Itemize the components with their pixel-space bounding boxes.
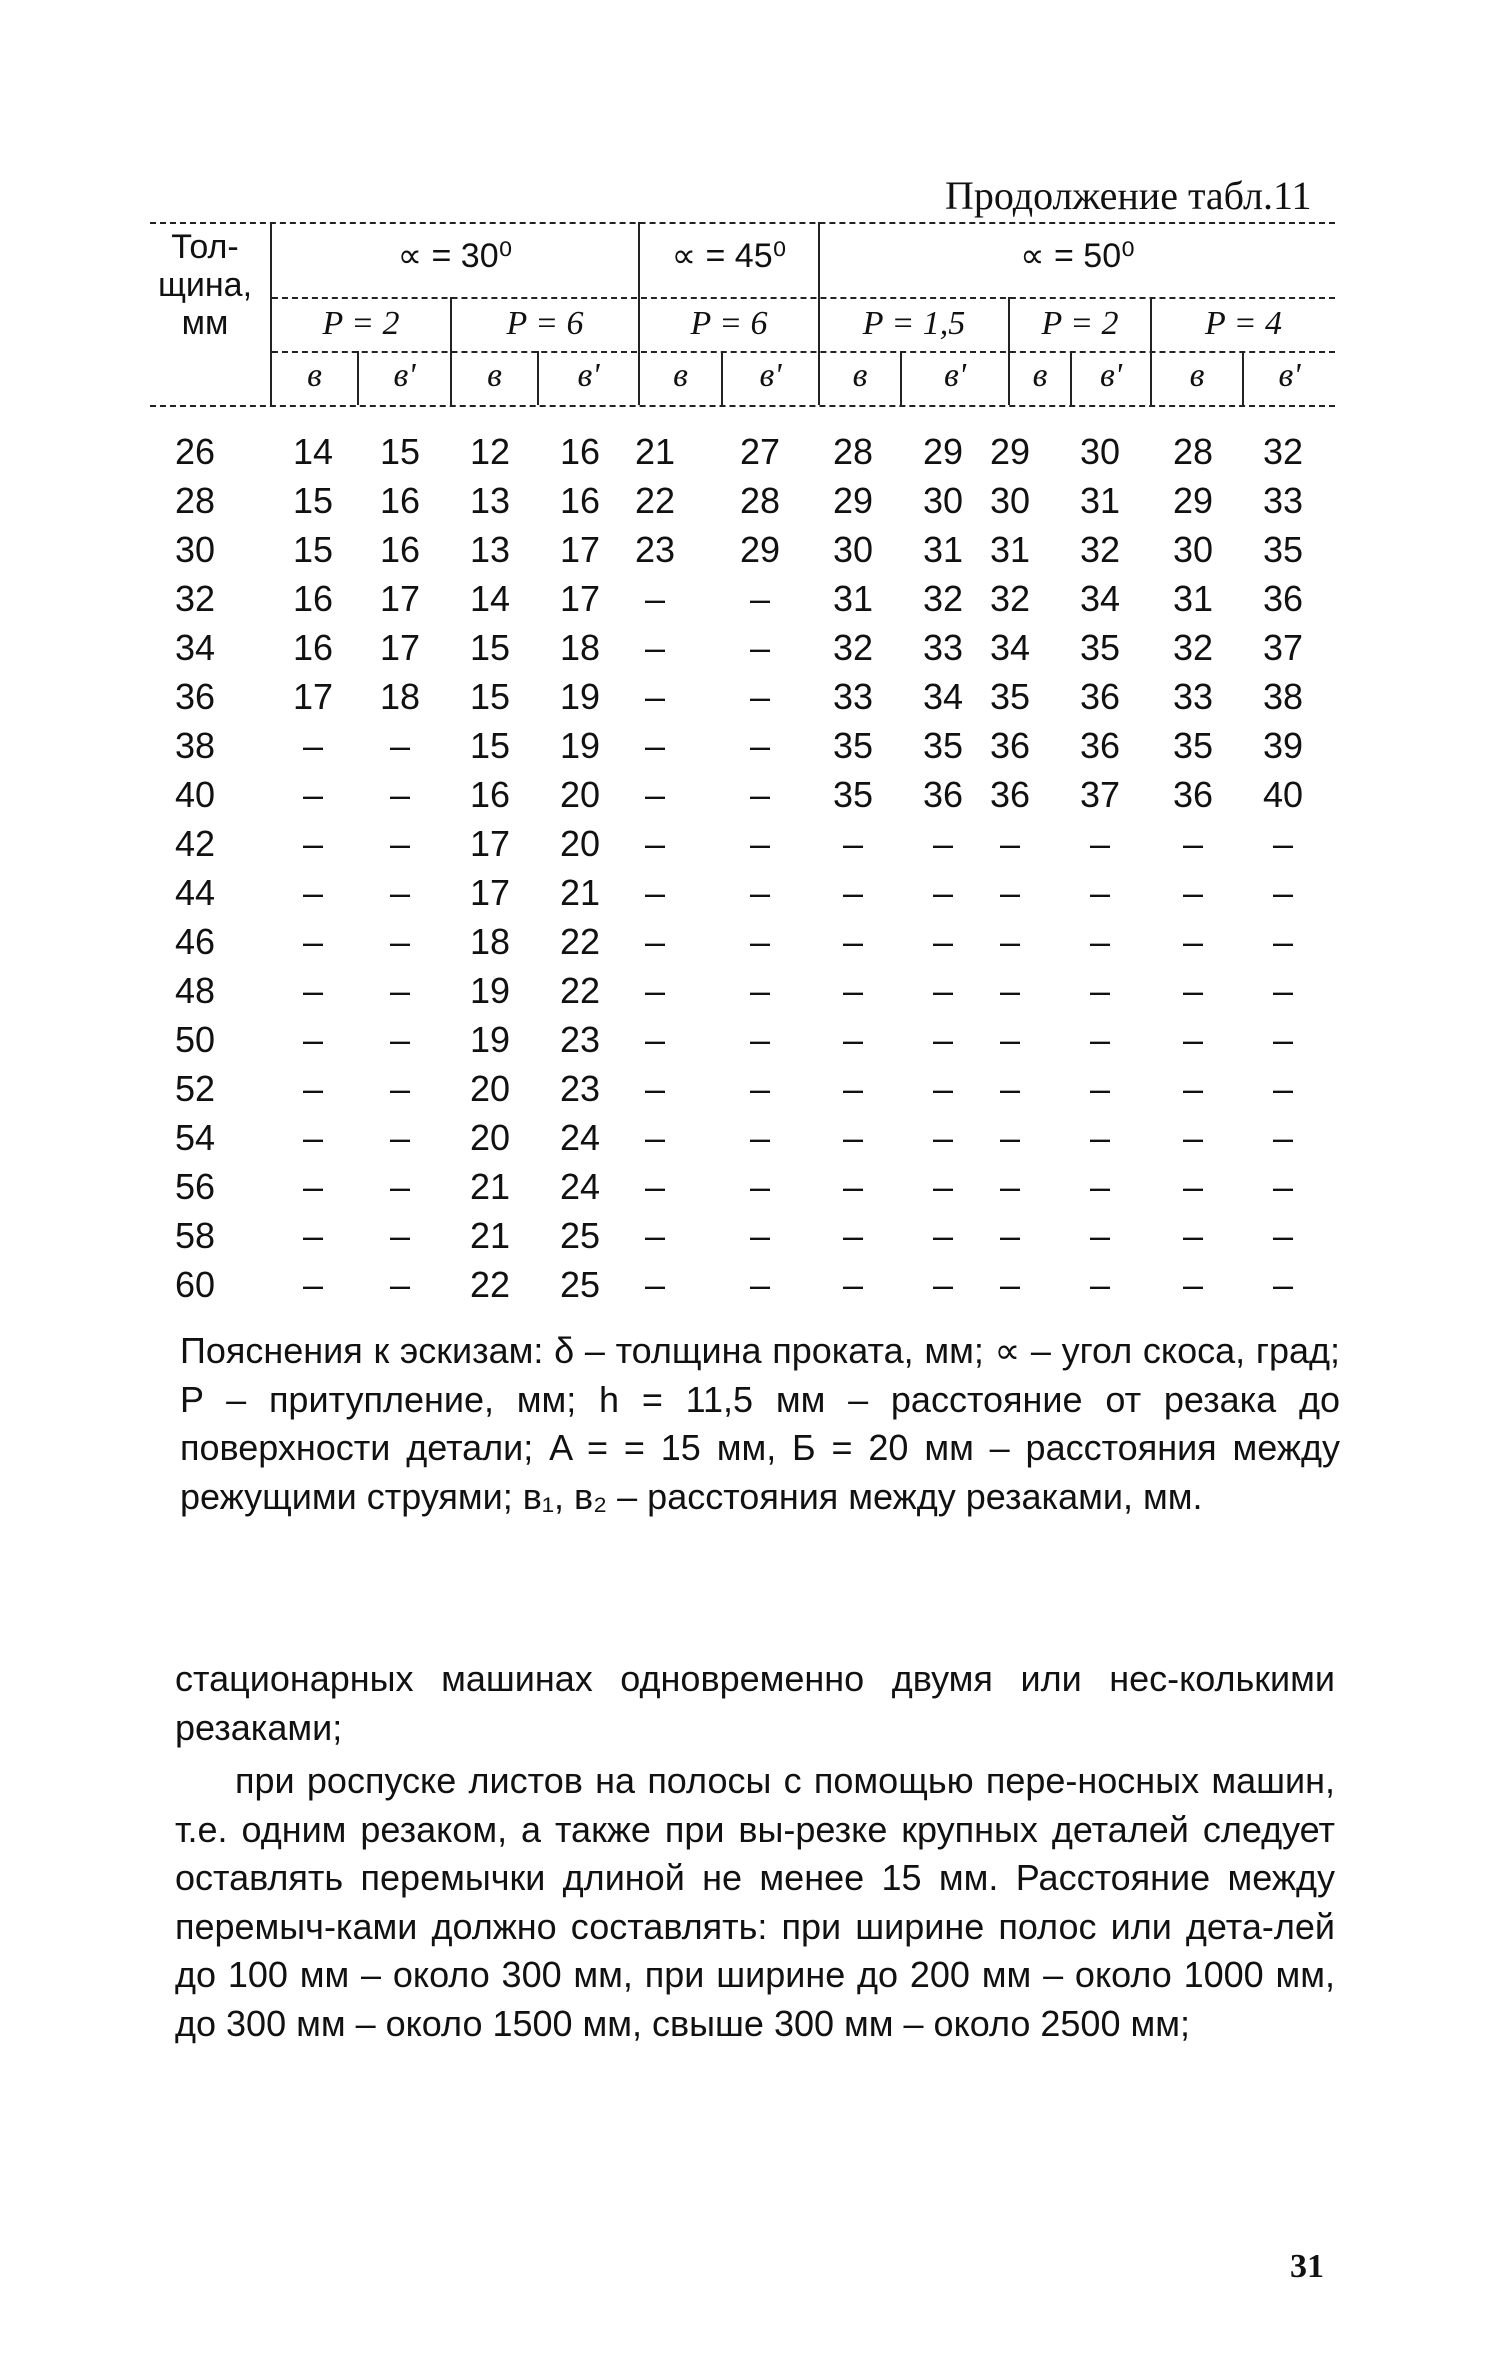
value-cell: – (1182, 970, 1204, 1011)
value-cell: – (932, 1215, 954, 1256)
value-cell: 18 (379, 676, 421, 717)
value-cell: 16 (559, 480, 601, 521)
value-cell: – (999, 1019, 1021, 1060)
value-cell: 16 (469, 774, 511, 815)
thickness-cell: 28 (174, 480, 216, 521)
value-cell: – (644, 872, 666, 913)
value-cell: 29 (989, 431, 1031, 472)
value-cell: – (932, 970, 954, 1011)
thickness-cell: 26 (174, 431, 216, 472)
value-cell: – (1089, 823, 1111, 864)
value-cell: – (302, 1019, 324, 1060)
value-cell: – (749, 1166, 771, 1207)
p-header: P = 6 (690, 305, 768, 342)
thickness-cell: 48 (174, 970, 216, 1011)
value-cell: – (644, 676, 666, 717)
value-cell: – (644, 1264, 666, 1305)
value-cell: – (644, 1117, 666, 1158)
value-cell: 35 (989, 676, 1031, 717)
value-cell: 32 (922, 578, 964, 619)
value-cell: 35 (922, 725, 964, 766)
value-cell: – (749, 1068, 771, 1109)
value-cell: 32 (832, 627, 874, 668)
value-cell: 21 (469, 1166, 511, 1207)
value-cell: 31 (989, 529, 1031, 570)
table-row (0, 428, 1500, 476)
value-cell: – (749, 970, 771, 1011)
value-cell: – (1182, 1215, 1204, 1256)
b-prime-subheader: в' (943, 357, 967, 394)
thickness-cell: 40 (174, 774, 216, 815)
table-row (0, 1261, 1500, 1309)
thickness-cell: 56 (174, 1166, 216, 1207)
value-cell: 32 (1262, 431, 1304, 472)
value-cell: – (1089, 872, 1111, 913)
body-paragraph: при роспуске листов на полосы с помощью пере-носных машин, т.е. одним резаком, а также при вы-резке крупных деталей следует оставлять перемычки длиной не менее 15 мм. Расстояние между перемыч-ками должно составлять: при ширине полос или дета-лей до 100 мм – около 300 мм, при ширине до 200 мм – около 1000 мм, до 300 мм – около 1500 мм, свыше 300 мм – около 2500 мм; (175, 1760, 1335, 2044)
value-cell: 22 (559, 970, 601, 1011)
value-cell: 22 (559, 921, 601, 962)
value-cell: – (302, 1166, 324, 1207)
value-cell: – (842, 872, 864, 913)
p-header: P = 2 (1041, 305, 1119, 342)
thickness-cell: 34 (174, 627, 216, 668)
value-cell: 16 (292, 627, 334, 668)
value-cell: – (389, 725, 411, 766)
table-row (0, 1163, 1500, 1211)
value-cell: 19 (469, 1019, 511, 1060)
b-subheader: в (673, 357, 688, 394)
value-cell: – (644, 970, 666, 1011)
value-cell: – (932, 872, 954, 913)
value-cell: – (389, 823, 411, 864)
table-row (0, 477, 1500, 525)
value-cell: – (842, 823, 864, 864)
value-cell: 36 (1172, 774, 1214, 815)
value-cell: – (1272, 1166, 1294, 1207)
value-cell: 31 (1079, 480, 1121, 521)
value-cell: – (1089, 1264, 1111, 1305)
table-row (0, 1016, 1500, 1064)
value-cell: 30 (832, 529, 874, 570)
p-header: P = 2 (322, 305, 400, 342)
value-cell: – (644, 1215, 666, 1256)
value-cell: 13 (469, 529, 511, 570)
value-cell: – (749, 1264, 771, 1305)
value-cell: 34 (989, 627, 1031, 668)
value-cell: 35 (1262, 529, 1304, 570)
value-cell: 21 (469, 1215, 511, 1256)
value-cell: – (644, 823, 666, 864)
value-cell: 20 (559, 823, 601, 864)
value-cell: – (999, 823, 1021, 864)
value-cell: – (302, 823, 324, 864)
value-cell: – (999, 970, 1021, 1011)
value-cell: – (842, 1215, 864, 1256)
value-cell: – (302, 872, 324, 913)
value-cell: 19 (469, 970, 511, 1011)
value-cell: – (932, 921, 954, 962)
value-cell: – (842, 970, 864, 1011)
table-row (0, 624, 1500, 672)
table-row (0, 967, 1500, 1015)
value-cell: – (302, 1068, 324, 1109)
value-cell: 20 (469, 1068, 511, 1109)
value-cell: – (1182, 1019, 1204, 1060)
value-cell: 18 (469, 921, 511, 962)
value-cell: 37 (1262, 627, 1304, 668)
table-row (0, 771, 1500, 819)
value-cell: 17 (559, 529, 601, 570)
thickness-cell: 42 (174, 823, 216, 864)
value-cell: – (999, 1166, 1021, 1207)
value-cell: 20 (559, 774, 601, 815)
value-cell: – (749, 1117, 771, 1158)
sketch-legend-note: Пояснения к эскизам: δ – толщина проката, мм; ∝ – угол скоса, град; P – притупление, мм; h = 11,5 мм – расстояние от резака до поверхности детали; A = = 15 мм, Б = 20 мм – расстояния между режущими струями; в₁, в₂ – расстояния между резаками, мм. (180, 1330, 1340, 1517)
value-cell: – (302, 1264, 324, 1305)
table-row (0, 1212, 1500, 1260)
p-header: P = 4 (1204, 305, 1283, 342)
value-cell: – (932, 1264, 954, 1305)
value-cell: 32 (1172, 627, 1214, 668)
value-cell: 15 (292, 529, 334, 570)
value-cell: 36 (1079, 725, 1121, 766)
value-cell: – (932, 1019, 954, 1060)
value-cell: 16 (379, 529, 421, 570)
value-cell: – (749, 774, 771, 815)
value-cell: 36 (922, 774, 964, 815)
table-row (0, 526, 1500, 574)
value-cell: 19 (559, 676, 601, 717)
value-cell: – (999, 872, 1021, 913)
value-cell: – (1272, 1068, 1294, 1109)
value-cell: 17 (379, 578, 421, 619)
value-cell: 12 (469, 431, 511, 472)
value-cell: 22 (634, 480, 676, 521)
b-prime-subheader: в' (393, 357, 416, 394)
value-cell: – (842, 1019, 864, 1060)
value-cell: 24 (559, 1166, 601, 1207)
value-cell: – (389, 921, 411, 962)
value-cell: – (1182, 1117, 1204, 1158)
value-cell: – (749, 872, 771, 913)
value-cell: 35 (832, 725, 874, 766)
value-cell: – (1089, 1215, 1111, 1256)
value-cell: – (999, 1068, 1021, 1109)
value-cell: – (1089, 970, 1111, 1011)
value-cell: – (644, 774, 666, 815)
table-row (0, 918, 1500, 966)
value-cell: 24 (559, 1117, 601, 1158)
alpha-30-header: ∝ = 30⁰ (397, 237, 513, 275)
thickness-cell: 60 (174, 1264, 216, 1305)
b-subheader: в (1189, 357, 1205, 394)
value-cell: – (1272, 921, 1294, 962)
value-cell: 28 (1172, 431, 1214, 472)
thickness-cell: 58 (174, 1215, 216, 1256)
table-row (0, 869, 1500, 917)
value-cell: – (644, 921, 666, 962)
value-cell: – (1272, 1264, 1294, 1305)
value-cell: – (1272, 970, 1294, 1011)
thickness-cell: 30 (174, 529, 216, 570)
value-cell: – (1089, 1166, 1111, 1207)
value-cell: 14 (292, 431, 334, 472)
value-cell: 23 (559, 1019, 601, 1060)
value-cell: 39 (1262, 725, 1304, 766)
value-cell: 36 (989, 725, 1031, 766)
value-cell: 16 (559, 431, 601, 472)
value-cell: 31 (832, 578, 874, 619)
value-cell: 32 (1079, 529, 1121, 570)
value-cell: – (644, 1166, 666, 1207)
value-cell: 29 (739, 529, 781, 570)
value-cell: 33 (1172, 676, 1214, 717)
value-cell: – (842, 1166, 864, 1207)
b-prime-subheader: в' (577, 357, 600, 394)
value-cell: 27 (739, 431, 781, 472)
alpha-45-header: ∝ = 45⁰ (671, 237, 787, 275)
value-cell: 21 (559, 872, 601, 913)
value-cell: – (1089, 921, 1111, 962)
value-cell: – (302, 970, 324, 1011)
value-cell: 37 (1079, 774, 1121, 815)
value-cell: – (932, 1117, 954, 1158)
table-row (0, 673, 1500, 721)
value-cell: 33 (1262, 480, 1304, 521)
thickness-cell: 52 (174, 1068, 216, 1109)
value-cell: – (302, 725, 324, 766)
value-cell: 15 (469, 676, 511, 717)
value-cell: 30 (922, 480, 964, 521)
value-cell: – (389, 1215, 411, 1256)
value-cell: – (1182, 1166, 1204, 1207)
value-cell: – (389, 1166, 411, 1207)
value-cell: 32 (989, 578, 1031, 619)
b-subheader: в (1032, 357, 1048, 394)
thickness-column-header: Тол- щина, мм (157, 228, 253, 342)
value-cell: – (389, 1264, 411, 1305)
value-cell: – (999, 1264, 1021, 1305)
value-cell: – (999, 1117, 1021, 1158)
body-paragraph: стационарных машинах одновременно двумя или нес-колькими резаками; (175, 1658, 1335, 1748)
value-cell: – (1272, 823, 1294, 864)
table-row (0, 820, 1500, 868)
value-cell: 15 (469, 725, 511, 766)
b-prime-subheader: в' (1099, 357, 1123, 394)
value-cell: – (389, 774, 411, 815)
value-cell: – (1089, 1068, 1111, 1109)
value-cell: 29 (832, 480, 874, 521)
thickness-cell: 36 (174, 676, 216, 717)
thickness-cell: 54 (174, 1117, 216, 1158)
table-caption: Продолжение табл.11 (945, 173, 1312, 218)
value-cell: 30 (989, 480, 1031, 521)
value-cell: – (932, 1166, 954, 1207)
alpha-50-header: ∝ = 50⁰ (1020, 237, 1135, 275)
value-cell: 15 (379, 431, 421, 472)
value-cell: – (749, 823, 771, 864)
value-cell: – (1272, 872, 1294, 913)
value-cell: 17 (559, 578, 601, 619)
value-cell: 34 (922, 676, 964, 717)
thickness-cell: 44 (174, 872, 216, 913)
value-cell: 35 (1172, 725, 1214, 766)
value-cell: – (932, 1068, 954, 1109)
thickness-cell: 46 (174, 921, 216, 962)
value-cell: – (842, 1117, 864, 1158)
value-cell: 20 (469, 1117, 511, 1158)
value-cell: – (389, 872, 411, 913)
value-cell: – (389, 1019, 411, 1060)
value-cell: – (749, 725, 771, 766)
value-cell: 34 (1079, 578, 1121, 619)
value-cell: – (1272, 1019, 1294, 1060)
value-cell: – (749, 1215, 771, 1256)
value-cell: – (389, 1068, 411, 1109)
value-cell: – (1182, 1264, 1204, 1305)
value-cell: – (932, 823, 954, 864)
value-cell: – (302, 774, 324, 815)
b-prime-subheader: в' (1278, 357, 1301, 394)
value-cell: – (389, 970, 411, 1011)
value-cell: – (999, 921, 1021, 962)
value-cell: 29 (1172, 480, 1214, 521)
value-cell: – (302, 1215, 324, 1256)
value-cell: 18 (559, 627, 601, 668)
value-cell: – (1272, 1215, 1294, 1256)
value-cell: 28 (832, 431, 874, 472)
value-cell: 36 (1262, 578, 1304, 619)
value-cell: – (749, 921, 771, 962)
value-cell: – (302, 921, 324, 962)
value-cell: – (1272, 1117, 1294, 1158)
value-cell: – (842, 921, 864, 962)
value-cell: 13 (469, 480, 511, 521)
value-cell: – (999, 1215, 1021, 1256)
value-cell: – (644, 578, 666, 619)
value-cell: – (749, 578, 771, 619)
value-cell: – (644, 1019, 666, 1060)
value-cell: 36 (989, 774, 1031, 815)
b-subheader: в (487, 357, 502, 394)
value-cell: – (1182, 1068, 1204, 1109)
value-cell: 40 (1262, 774, 1304, 815)
thickness-cell: 38 (174, 725, 216, 766)
value-cell: 38 (1262, 676, 1304, 717)
value-cell: 28 (739, 480, 781, 521)
value-cell: 31 (922, 529, 964, 570)
value-cell: 29 (922, 431, 964, 472)
p-header: P = 1,5 (862, 305, 966, 342)
value-cell: – (842, 1068, 864, 1109)
value-cell: 14 (469, 578, 511, 619)
value-cell: 35 (832, 774, 874, 815)
table-row (0, 1065, 1500, 1113)
value-cell: 25 (559, 1264, 601, 1305)
table-row (0, 1114, 1500, 1162)
value-cell: – (749, 676, 771, 717)
value-cell: – (1182, 921, 1204, 962)
value-cell: 16 (292, 578, 334, 619)
b-prime-subheader: в' (759, 357, 782, 394)
thickness-cell: 32 (174, 578, 216, 619)
value-cell: – (1182, 823, 1204, 864)
value-cell: – (644, 627, 666, 668)
value-cell: 17 (379, 627, 421, 668)
value-cell: 17 (292, 676, 334, 717)
value-cell: 33 (922, 627, 964, 668)
value-cell: 30 (1079, 431, 1121, 472)
page-number: 31 (1290, 2248, 1324, 2285)
value-cell: – (302, 1117, 324, 1158)
value-cell: 23 (634, 529, 676, 570)
value-cell: 15 (292, 480, 334, 521)
value-cell: – (644, 725, 666, 766)
value-cell: – (749, 1019, 771, 1060)
value-cell: 15 (469, 627, 511, 668)
value-cell: 30 (1172, 529, 1214, 570)
value-cell: 33 (832, 676, 874, 717)
p-header: P = 6 (506, 305, 584, 342)
b-subheader: в (307, 357, 322, 394)
value-cell: 17 (469, 872, 511, 913)
value-cell: – (749, 627, 771, 668)
value-cell: – (1089, 1019, 1111, 1060)
value-cell: – (1182, 872, 1204, 913)
thickness-cell: 50 (174, 1019, 216, 1060)
value-cell: – (644, 1068, 666, 1109)
value-cell: 31 (1172, 578, 1214, 619)
value-cell: 19 (559, 725, 601, 766)
value-cell: – (1089, 1117, 1111, 1158)
table-row (0, 575, 1500, 623)
value-cell: 17 (469, 823, 511, 864)
value-cell: – (842, 1264, 864, 1305)
value-cell: 23 (559, 1068, 601, 1109)
value-cell: 25 (559, 1215, 601, 1256)
value-cell: 22 (469, 1264, 511, 1305)
table-row (0, 722, 1500, 770)
b-subheader: в (852, 357, 868, 394)
value-cell: 21 (634, 431, 676, 472)
value-cell: – (389, 1117, 411, 1158)
value-cell: 16 (379, 480, 421, 521)
value-cell: 36 (1079, 676, 1121, 717)
value-cell: 35 (1079, 627, 1121, 668)
